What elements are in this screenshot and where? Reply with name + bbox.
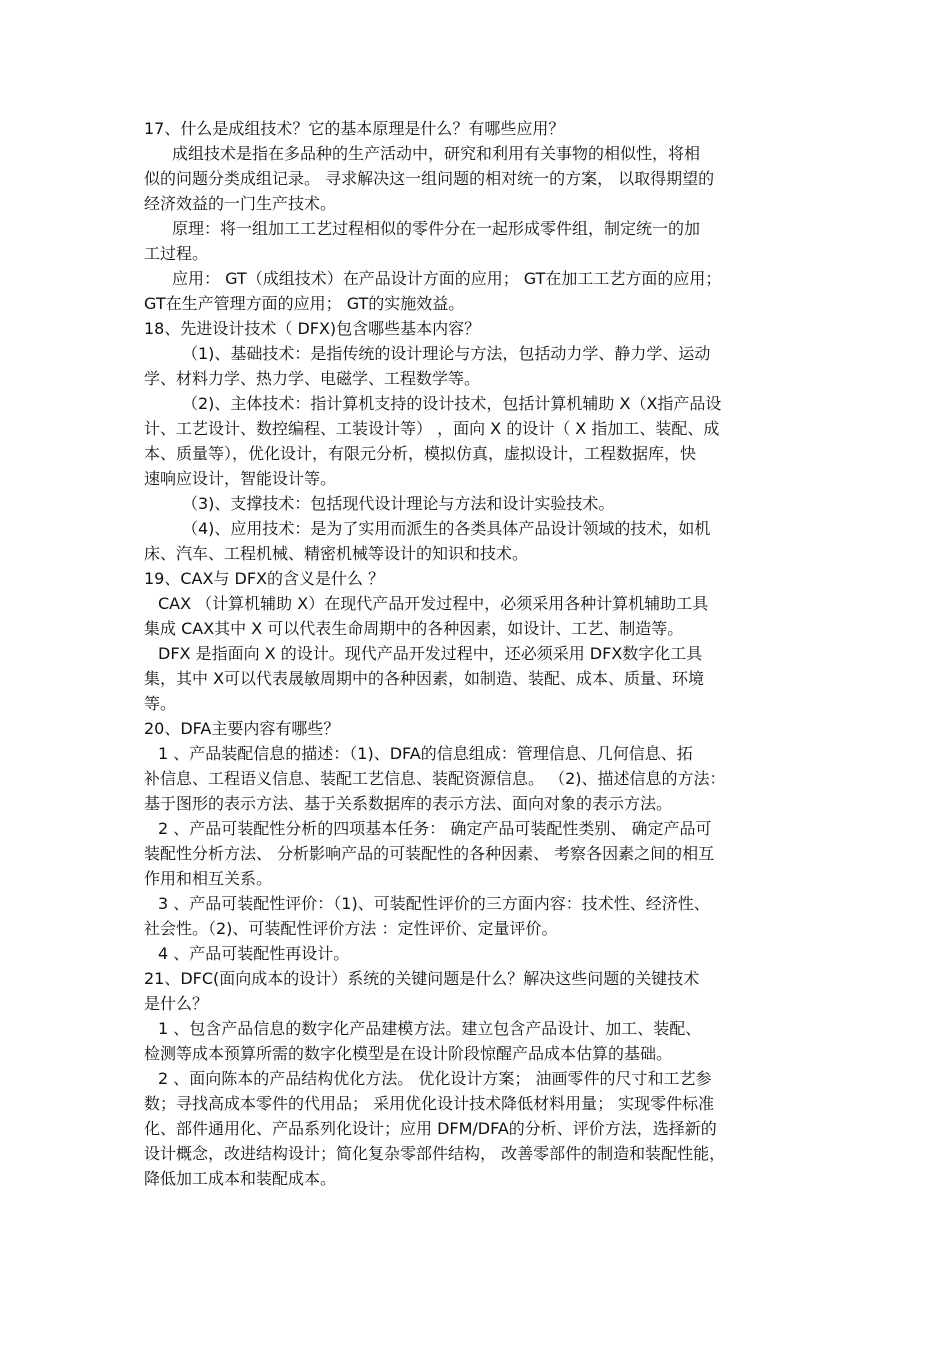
text-line: （1)、基础技术：是指传统的设计理论与方法，包括动力学、静力学、运动	[182, 344, 711, 363]
text-line: 是什么？	[144, 994, 209, 1013]
text-line: 17、什么是成组技术？它的基本原理是什么？有哪些应用？	[144, 119, 565, 138]
text-line: 20、DFA主要内容有哪些？	[144, 719, 340, 738]
text-line: 集成 CAX其中 X 可以代表生命周期中的各种因素，如设计、工艺、制造等。	[144, 619, 684, 638]
text-line: 数；寻找高成本零件的代用品； 采用优化设计技术降低材料用量； 实现零件标准	[144, 1094, 715, 1113]
text-line: 基于图形的表示方法、基于关系数据库的表示方法、面向对象的表示方法。	[144, 794, 673, 813]
document-body	[144, 116, 806, 1191]
text-line: 床、汽车、工程机械、精密机械等设计的知识和技术。	[144, 544, 529, 563]
text-line: 成组技术是指在多品种的生产活动中，研究和利用有关事物的相似性，将相	[172, 144, 701, 163]
text-line: 21、DFC(面向成本的设计）系统的关键问题是什么？解决这些问题的关键技术	[144, 969, 700, 988]
text-line: 2 、产品可装配性分析的四项基本任务： 确定产品可装配性类别、 确定产品可	[158, 819, 712, 838]
text-line: 本、质量等），优化设计，有限元分析，模拟仿真，虚拟设计，工程数据库，快	[144, 444, 697, 463]
text-line: 速响应设计，智能设计等。	[144, 469, 337, 488]
text-line: 学、材料力学、热力学、电磁学、工程数学等。	[144, 369, 481, 388]
text-line: DFX 是指面向 X 的设计。现代产品开发过程中，还必须采用 DFX数字化工具	[158, 644, 703, 663]
text-line: 19、CAX与 DFX的含义是什么 ？	[144, 569, 385, 588]
text-line: 4 、产品可装配性再设计。	[158, 944, 350, 963]
text-line: 经济效益的一门生产技术。	[144, 194, 337, 213]
text-line: 检测等成本预算所需的数字化模型是在设计阶段惊醒产品成本估算的基础。	[144, 1044, 673, 1063]
text-line: 工过程。	[144, 244, 209, 263]
text-line: CAX （计算机辅助 X）在现代产品开发过程中，必须采用各种计算机辅助工具	[158, 594, 709, 613]
text-line: 似的问题分类成组记录。 寻求解决这一组问题的相对统一的方案， 以取得期望的	[144, 169, 715, 188]
text-line: 1 、产品装配信息的描述：（1)、DFA的信息组成：管理信息、几何信息、拓	[158, 744, 693, 763]
text-line: GT在生产管理方面的应用； GT的实施效益。	[144, 294, 465, 313]
text-line: 化、部件通用化、产品系列化设计；应用 DFM/DFA的分析、评价方法，选择新的	[144, 1119, 717, 1138]
text-line: 补信息、工程语义信息、装配工艺信息、装配资源信息。 （2)、描述信息的方法：	[144, 769, 726, 788]
text-line: （3)、支撑技术：包括现代设计理论与方法和设计实验技术。	[182, 494, 615, 513]
text-line: 2 、面向陈本的产品结构优化方法。 优化设计方案； 油画零件的尺寸和工艺参	[158, 1069, 712, 1088]
text-line: 社会性。（2)、可装配性评价方法 ：定性评价、定量评价。	[144, 919, 558, 938]
text-line: 原理：将一组加工工艺过程相似的零件分在一起形成零件组，制定统一的加	[172, 219, 701, 238]
text-line: 装配性分析方法、 分析影响产品的可装配性的各种因素、 考察各因素之间的相互	[144, 844, 715, 863]
text-line: 降低加工成本和装配成本。	[144, 1169, 337, 1188]
text-line: （2)、主体技术：指计算机支持的设计技术，包括计算机辅助 X（X指产品设	[182, 394, 722, 413]
text-line: 18、先进设计技术（ DFX)包含哪些基本内容？	[144, 319, 481, 338]
text-line: 计、工艺设计、数控编程、工装设计等） ，面向 X 的设计（ X 指加工、装配、成	[144, 419, 720, 438]
text-line: 3 、产品可装配性评价：（1)、可装配性评价的三方面内容：技术性、经济性、	[158, 894, 710, 913]
text-line: 1 、包含产品信息的数字化产品建模方法。建立包含产品设计、加工、装配、	[158, 1019, 702, 1038]
text-line: 应用： GT（成组技术）在产品设计方面的应用； GT在加工工艺方面的应用；	[172, 269, 722, 288]
text-line: 等。	[144, 694, 177, 713]
text-line: 集，其中 X可以代表晟敏周期中的各种因素，如制造、装配、成本、质量、环境	[144, 669, 705, 688]
text-line: （4)、应用技术：是为了实用而派生的各类具体产品设计领域的技术，如机	[182, 519, 711, 538]
text-line: 设计概念，改进结构设计；简化复杂零部件结构， 改善零部件的制造和装配性能，	[144, 1144, 726, 1163]
text-line: 作用和相互关系。	[144, 869, 273, 888]
